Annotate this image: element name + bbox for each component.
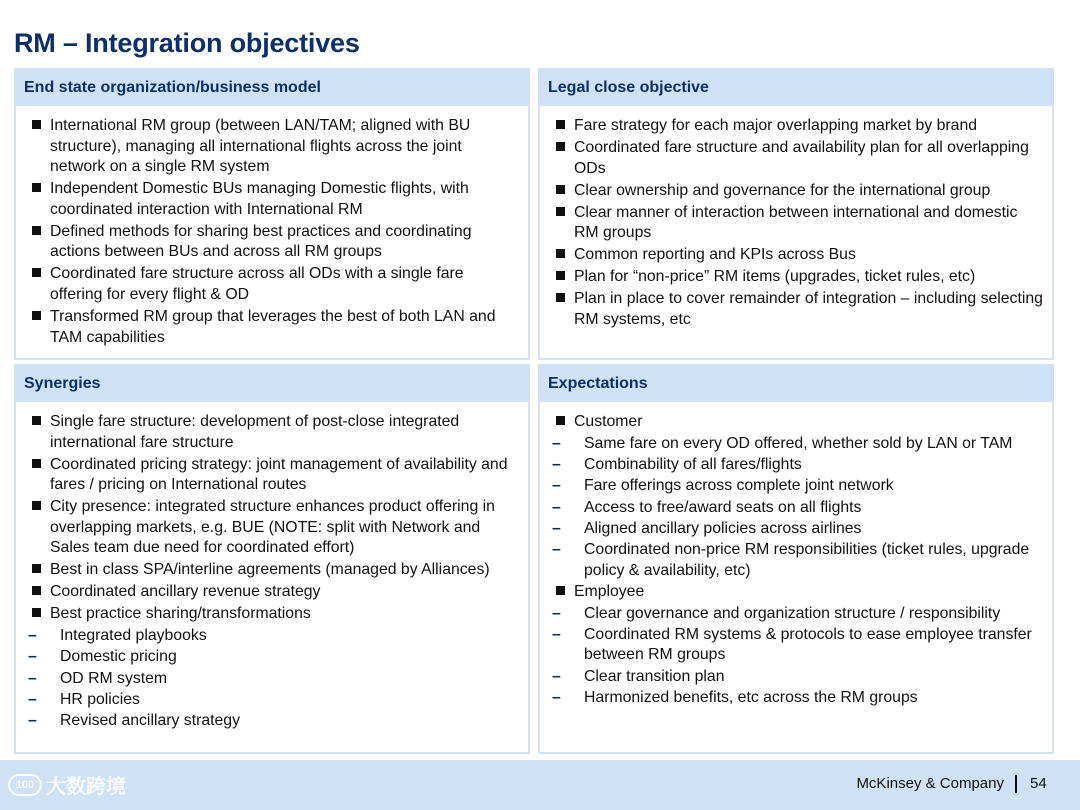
bullet-text: Clear ownership and governance for the international group [574, 181, 991, 199]
sub-bullet-item [28, 626, 520, 647]
square-bullet-icon [32, 183, 41, 192]
sub-bullet-item [552, 498, 1044, 519]
sub-bullet-text: Fare offerings across complete joint network [584, 477, 894, 495]
sub-bullet-item [552, 540, 1044, 581]
sub-bullet-text: Revised ancillary strategy [60, 712, 240, 730]
square-bullet-icon [556, 185, 565, 194]
sub-bullet-text: Clear transition plan [584, 667, 725, 685]
bullet-text: Independent Domestic BUs managing Domestic flights, with coordinated interaction with International RM [50, 180, 469, 218]
bullet-item [552, 203, 1044, 244]
sub-bullet-text: Integrated playbooks [60, 627, 207, 645]
sub-bullet-item [552, 434, 1044, 455]
footer-brand: McKinsey & Company [856, 775, 1004, 792]
bullet-item [552, 116, 1044, 137]
dash-bullet-icon: – [552, 456, 561, 474]
dash-bullet-icon: – [28, 648, 37, 666]
sub-bullet-item [28, 690, 520, 711]
panel-expectations [538, 364, 1054, 754]
sub-bullet-item [28, 669, 520, 690]
bullet-list [28, 116, 520, 348]
bullet-item [28, 222, 520, 263]
dash-bullet-icon: – [28, 627, 37, 645]
bullet-text: Coordinated fare structure across all ODs with a single fare offering for every flight & OD [50, 265, 464, 303]
bullet-text: Single fare structure: development of post-close integrated international fare structure [50, 413, 460, 451]
sub-bullet-text: Coordinated non-price RM responsibilities (ticket rules, upgrade policy & availability, etc) [584, 540, 1030, 579]
bullet-item [552, 267, 1044, 288]
square-bullet-icon [556, 249, 565, 258]
square-bullet-icon [32, 459, 41, 468]
bullet-item [552, 245, 1044, 266]
sub-bullet-text: HR policies [60, 690, 140, 708]
bullet-item [28, 307, 520, 348]
bullet-text: Employee [574, 582, 645, 600]
bullet-text: Clear manner of interaction between international and domestic RM groups [574, 203, 1018, 242]
square-bullet-icon [32, 501, 41, 510]
sub-bullet-item [552, 688, 1044, 709]
square-bullet-icon [556, 293, 565, 302]
bullet-item [552, 181, 1044, 202]
bullet-text: International RM group (between LAN/TAM; aligned with BU structure), managing all international flights across the joint network on a single RM system [50, 117, 471, 176]
dash-bullet-icon: – [552, 477, 561, 495]
panel-header: Legal close objective [540, 70, 1052, 106]
square-bullet-icon [556, 586, 565, 595]
bullet-list [552, 412, 1044, 708]
sub-list [28, 626, 520, 731]
panel-end-state [14, 68, 530, 360]
dash-bullet-icon: – [552, 498, 561, 516]
square-bullet-icon [32, 608, 41, 617]
sub-list [552, 604, 1044, 709]
watermark-logo-icon: 100 [8, 774, 42, 796]
bullet-list [552, 116, 1044, 330]
bullet-text: Customer [574, 413, 643, 430]
bullet-item [28, 179, 520, 220]
sub-bullet-item [552, 476, 1044, 497]
sub-bullet-item [28, 711, 520, 732]
bullet-item [28, 412, 520, 453]
panel-synergies [14, 364, 530, 754]
bullet-item [28, 497, 520, 559]
bullet-text: Coordinated pricing strategy: joint management of availability and fares / pricing on International routes [50, 455, 508, 494]
panel-header: Expectations [540, 366, 1052, 402]
sub-bullet-item [552, 519, 1044, 540]
square-bullet-icon [32, 120, 41, 129]
sub-bullet-text: Aligned ancillary policies across airlines [584, 519, 862, 537]
bullet-item [552, 138, 1044, 179]
sub-bullet-item [28, 647, 520, 668]
bullet-text: Coordinated ancillary revenue strategy [50, 583, 321, 601]
bullet-list [28, 412, 520, 732]
dash-bullet-icon: – [552, 519, 561, 537]
bullet-item [552, 289, 1044, 330]
dash-bullet-icon: – [552, 540, 561, 558]
square-bullet-icon [556, 207, 565, 216]
sub-bullet-text: Same fare on every OD offered, whether sold by LAN or TAM [584, 434, 1013, 452]
square-bullet-icon [556, 142, 565, 151]
square-bullet-icon [32, 268, 41, 277]
square-bullet-icon [32, 226, 41, 235]
panel-header: Synergies [16, 366, 528, 402]
dash-bullet-icon: – [552, 688, 561, 706]
sub-bullet-text: Combinability of all fares/flights [584, 456, 802, 474]
bullet-text: Best practice sharing/transformations [50, 605, 311, 623]
sub-list [552, 434, 1044, 581]
dash-bullet-icon: – [28, 690, 37, 708]
dash-bullet-icon: – [28, 712, 37, 730]
bullet-text: Plan for “non-price” RM items (upgrades, ticket rules, etc) [574, 268, 976, 286]
bullet-item [28, 264, 520, 305]
bullet-item [28, 455, 520, 496]
dash-bullet-icon: – [28, 669, 37, 687]
sub-bullet-item [552, 455, 1044, 476]
page-number: 54 [1030, 775, 1047, 792]
bullet-text: Plan in place to cover remainder of integration – including selecting RM systems, etc [574, 290, 1043, 328]
bullet-text: Transformed RM group that leverages the best of both LAN and TAM capabilities [50, 307, 496, 346]
bullet-text: Fare strategy for each major overlapping market by brand [574, 117, 978, 134]
sub-bullet-text: Domestic pricing [60, 648, 177, 666]
bullet-item [28, 582, 520, 603]
panel-legal-close [538, 68, 1054, 360]
watermark-text: 大数跨境 [46, 776, 126, 798]
bullet-item [28, 560, 520, 581]
bullet-item [28, 604, 520, 625]
sub-bullet-item [552, 604, 1044, 625]
bullet-text: Common reporting and KPIs across Bus [574, 246, 856, 264]
dash-bullet-icon: – [552, 667, 561, 685]
sub-bullet-text: Clear governance and organization structure / responsibility [584, 604, 1001, 622]
dash-bullet-icon: – [552, 625, 561, 643]
bullet-item [552, 582, 1044, 603]
square-bullet-icon [32, 564, 41, 573]
bullet-text: Best in class SPA/interline agreements (managed by Alliances) [50, 561, 490, 579]
square-bullet-icon [556, 416, 565, 425]
page-title: RM – Integration objectives [14, 28, 360, 58]
bullet-text: City presence: integrated structure enhances product offering in overlapping markets, e.g. BUE (NOTE: split with Network and Sales team due need for coordinated effort) [50, 498, 495, 557]
square-bullet-icon [556, 271, 565, 280]
watermark [8, 770, 126, 799]
sub-bullet-text: OD RM system [60, 669, 168, 687]
bullet-text: Coordinated fare structure and availability plan for all overlapping ODs [574, 138, 1029, 177]
square-bullet-icon [556, 120, 565, 129]
square-bullet-icon [32, 586, 41, 595]
square-bullet-icon [32, 311, 41, 320]
footer-separator [1015, 775, 1017, 793]
bullet-item [552, 412, 1044, 433]
bullet-item [28, 116, 520, 178]
panel-header: End state organization/business model [16, 70, 528, 106]
sub-bullet-text: Access to free/award seats on all flights [584, 498, 862, 516]
sub-bullet-text: Coordinated RM systems & protocols to ease employee transfer between RM groups [584, 625, 1032, 664]
bullet-text: Defined methods for sharing best practices and coordinating actions between BUs and across all RM groups [50, 222, 472, 261]
sub-bullet-item [552, 667, 1044, 688]
sub-bullet-item [552, 625, 1044, 666]
square-bullet-icon [32, 416, 41, 425]
dash-bullet-icon: – [552, 434, 561, 452]
dash-bullet-icon: – [552, 604, 561, 622]
sub-bullet-text: Harmonized benefits, etc across the RM groups [584, 688, 918, 706]
